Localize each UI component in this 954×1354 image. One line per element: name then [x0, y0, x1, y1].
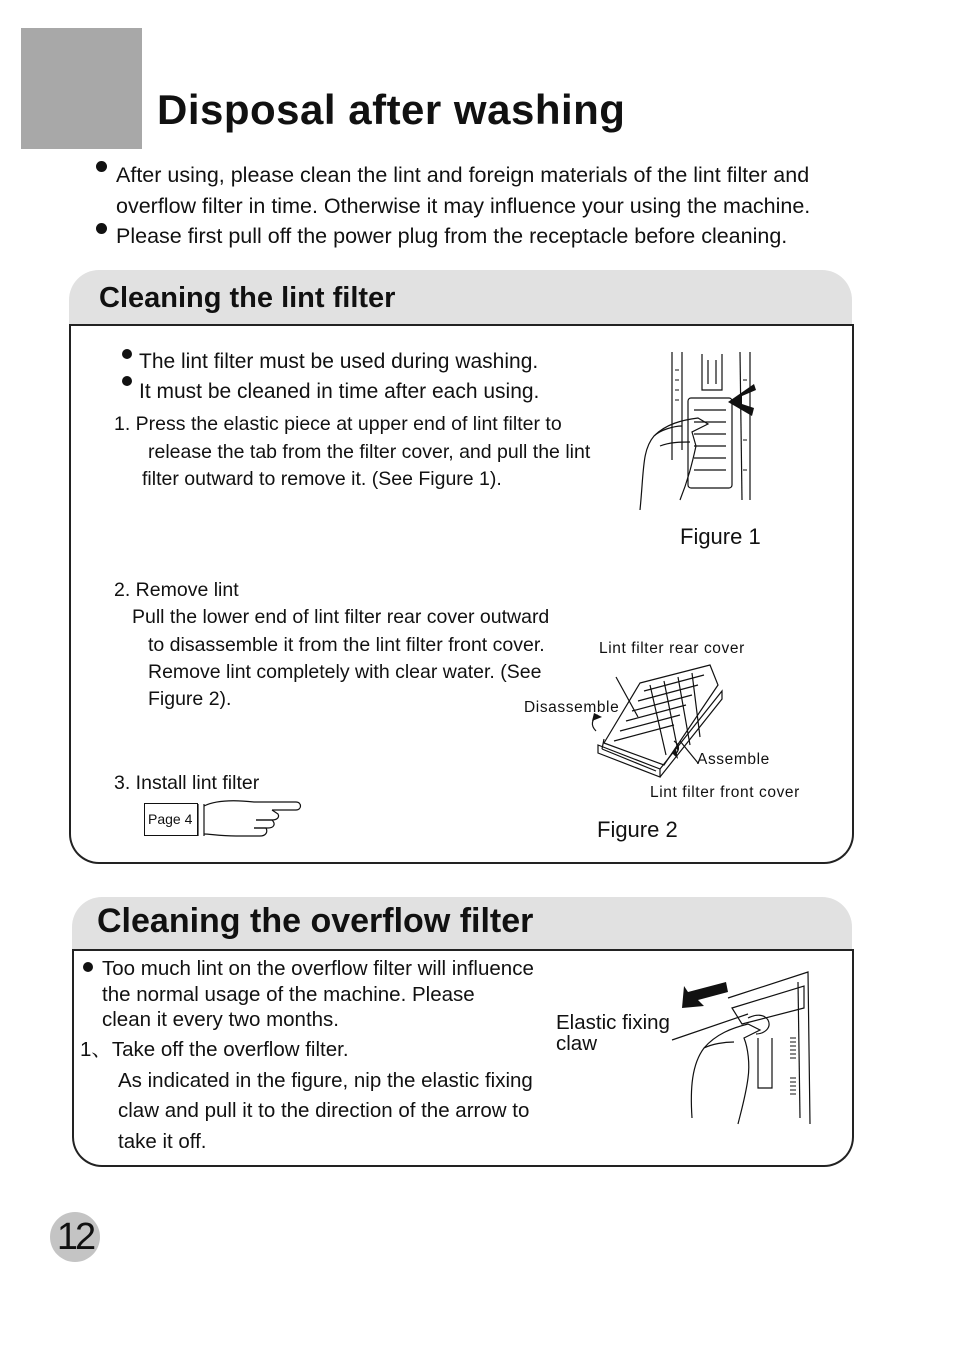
bullet-dot	[96, 161, 107, 172]
figure2-label-front-cover: Lint filter front cover	[650, 784, 800, 801]
figure2-caption: Figure 2	[597, 817, 678, 842]
step2-line-4: Figure 2).	[148, 688, 232, 710]
bullet-dot	[96, 223, 107, 234]
figure2-label-disassemble: Disassemble	[524, 699, 620, 716]
page-ref-box	[144, 803, 198, 836]
intro-line-2: overflow filter in time. Otherwise it may influence your using the machine.	[116, 194, 811, 218]
step2-heading: 2. Remove lint	[114, 579, 239, 601]
overflow-bullet-line-1: Too much lint on the overflow filter will influence	[102, 957, 534, 980]
step2-line-3: Remove lint completely with clear water. (See	[148, 661, 542, 683]
overflow-filter-illustration	[668, 968, 818, 1128]
step2-line-2: to disassemble it from the lint filter front cover.	[148, 634, 545, 656]
page-title: Disposal after washing	[157, 86, 626, 133]
overflow-desc-line-2: claw and pull it to the direction of the arrow to	[118, 1099, 530, 1122]
bullet-dot	[122, 349, 132, 359]
step3-heading: 3. Install lint filter	[114, 772, 260, 794]
page-ref-label: Page 4	[148, 811, 193, 827]
step1-line-1: 1. Press the elastic piece at upper end of lint filter to	[114, 413, 562, 435]
figure2-label-rear-cover: Lint filter rear cover	[599, 640, 745, 657]
lint-section-title: Cleaning the lint filter	[99, 282, 396, 314]
pointing-hand-icon	[196, 798, 306, 842]
lint-bullet-2: It must be cleaned in time after each using.	[139, 380, 540, 403]
figure1-caption: Figure 1	[680, 524, 761, 549]
page-number: 12	[50, 1212, 100, 1262]
intro-line-3: Please first pull off the power plug from the receptacle before cleaning.	[116, 224, 788, 248]
overflow-bullet-line-3: clean it every two months.	[102, 1008, 339, 1031]
step2-line-1: Pull the lower end of lint filter rear cover outward	[132, 606, 550, 628]
bullet-dot	[83, 962, 93, 972]
lint-bullet-1: The lint filter must be used during washing.	[139, 350, 539, 373]
overflow-step1: 1、Take off the overflow filter.	[80, 1038, 349, 1061]
overflow-figure-label-2: claw	[556, 1032, 598, 1055]
step1-line-3: filter outward to remove it. (See Figure 1).	[142, 468, 502, 490]
overflow-section-title: Cleaning the overflow filter	[97, 902, 534, 940]
overflow-figure-label-1: Elastic fixing	[556, 1011, 670, 1034]
figure2-label-assemble: Assemble	[697, 751, 770, 768]
bullet-dot	[122, 376, 132, 386]
step1-line-2: release the tab from the filter cover, and pull the lint	[148, 441, 591, 463]
overflow-bullet-line-2: the normal usage of the machine. Please	[102, 983, 475, 1006]
figure1-illustration	[630, 350, 760, 518]
overflow-desc-line-1: As indicated in the figure, nip the elastic fixing	[118, 1069, 533, 1092]
header-gray-block	[21, 28, 142, 149]
intro-line-1: After using, please clean the lint and foreign materials of the lint filter and	[116, 163, 810, 187]
overflow-desc-line-3: take it off.	[118, 1130, 207, 1153]
